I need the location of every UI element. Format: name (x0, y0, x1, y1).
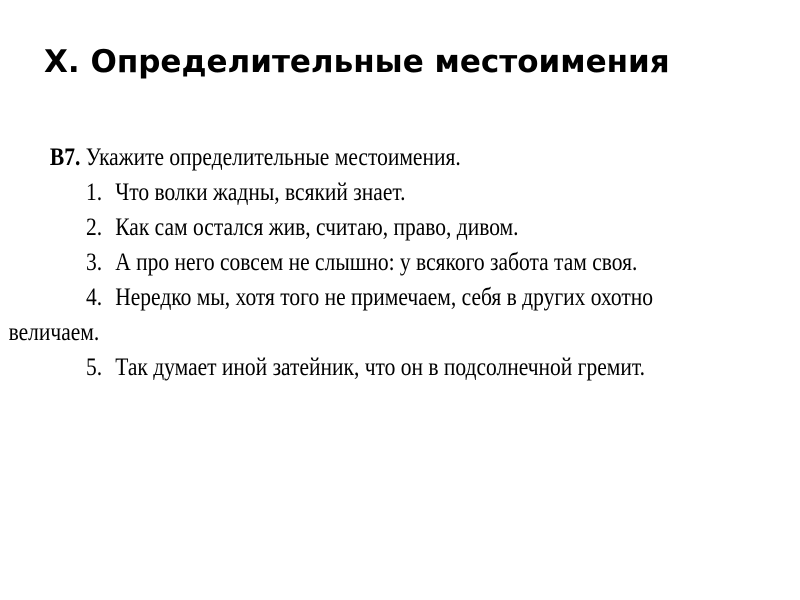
task-instruction: Укажите определительные местоимения. (80, 144, 461, 171)
item-number: 1. (86, 179, 103, 206)
task-code: B7. (49, 144, 81, 171)
item-text: Что волки жадны, всякий знает. (115, 179, 406, 206)
item-text: Как сам остался жив, считаю, право, дивом. (115, 214, 519, 241)
item-text: Нередко мы, хотя того не примечаем, себя в других охотно (115, 284, 654, 311)
list-item-1 (0, 175, 688, 210)
task-block (0, 140, 688, 385)
item-text: Так думает иной затейник, что он в подсолнечной гремит. (115, 354, 646, 381)
list-item-4-continuation: величаем. (8, 319, 100, 346)
page-title: X. Определительные местоимения (44, 44, 670, 80)
item-number: 3. (86, 249, 103, 276)
list-item-4 (0, 280, 688, 315)
item-number: 5. (86, 354, 103, 381)
list-item-2 (0, 210, 688, 245)
item-number: 4. (86, 284, 103, 311)
item-number: 2. (86, 214, 103, 241)
item-text: А про него совсем не слышно: у всякого забота там своя. (115, 249, 638, 276)
task-header (0, 140, 688, 175)
list-item-5 (0, 350, 688, 385)
list-item-3 (0, 245, 688, 280)
